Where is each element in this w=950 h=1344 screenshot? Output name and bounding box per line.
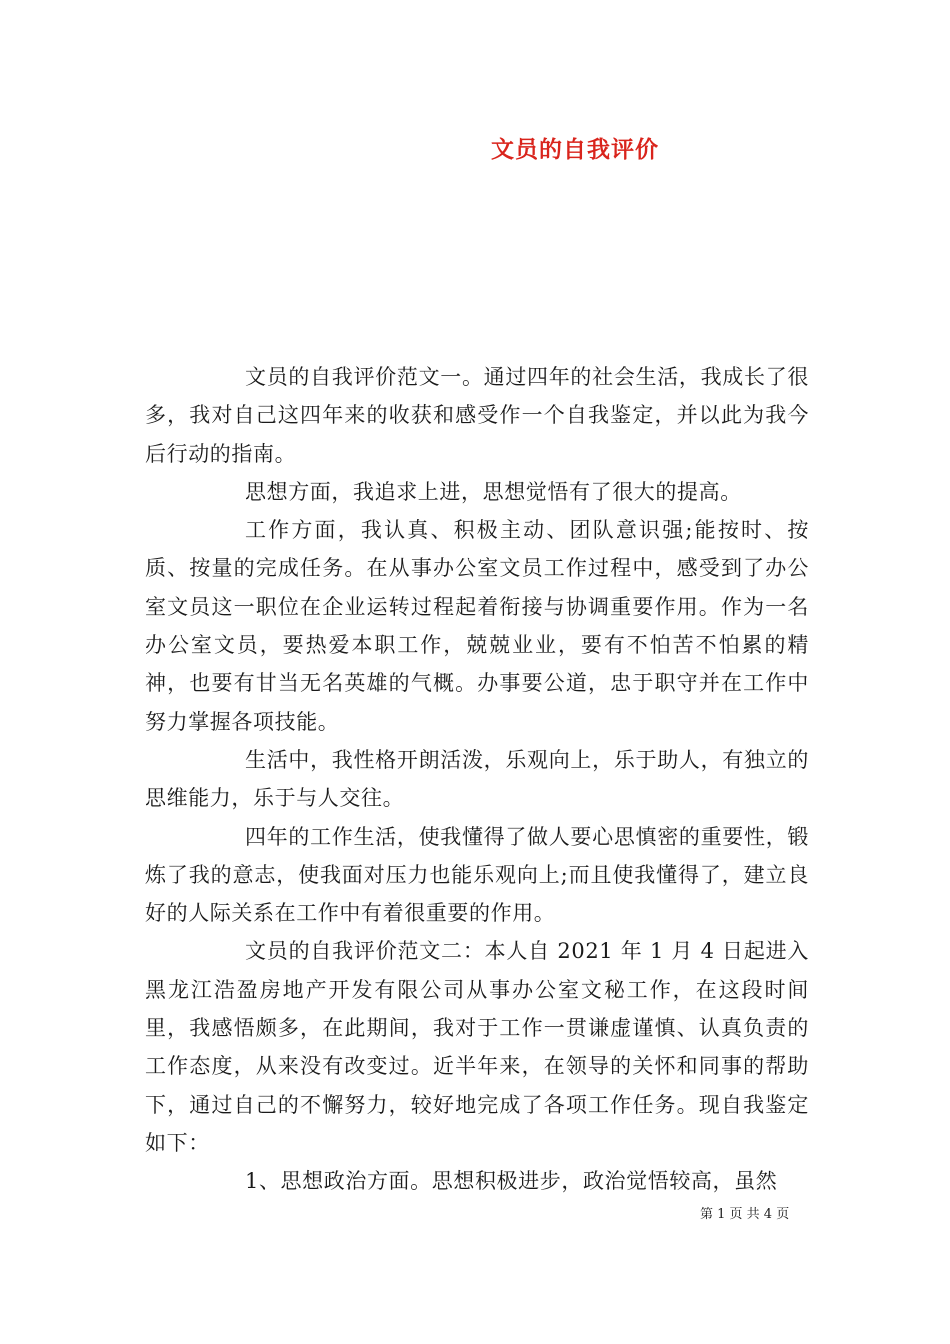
paragraph-life: 生活中，我性格开朗活泼，乐观向上，乐于助人，有独立的思维能力，乐于与人交往。 xyxy=(145,747,809,811)
paragraph-thought: 思想方面，我追求上进，思想觉悟有了很大的提高。 xyxy=(245,479,742,504)
paragraph-political: 1、思想政治方面。思想积极进步，政治觉悟较高，虽然 xyxy=(245,1169,778,1194)
document-title: 文员的自我评价 xyxy=(491,136,659,163)
paragraph-sample-two: 文员的自我评价范文二：本人自 2021 年 1 月 4 日起进入黑龙江浩盈房地产开发有限公司从事办公室文秘工作，在这段时间里，我感悟颇多，在此期间，我对于工作一贯谦虚谨慎、认真负责的工作态度，从来没有改变过。近半年来，在领导的关怀和同事的帮助下，通过自己的不懈努力，较好地完成了各项工作任务。现自我鉴定如下： xyxy=(145,939,809,1155)
page-number-footer: 第 1 页 共 4 页 xyxy=(700,1207,790,1222)
paragraph-summary: 四年的工作生活，使我懂得了做人要心思慎密的重要性，锻炼了我的意志，使我面对压力也能乐观向上;而且使我懂得了，建立良好的人际关系在工作中有着很重要的作用。 xyxy=(145,824,809,926)
paragraph-work: 工作方面，我认真、积极主动、团队意识强;能按时、按质、按量的完成任务。在从事办公室文员工作过程中，感受到了办公室文员这一职位在企业运转过程起着衔接与协调重要作用。作为一名办公室文员，要热爱本职工作，兢兢业业，要有不怕苦不怕累的精神，也要有甘当无名英雄的气概。办事要公道，忠于职守并在工作中努力掌握各项技能。 xyxy=(145,518,809,734)
paragraph-intro: 文员的自我评价范文一。通过四年的社会生活，我成长了很多，我对自己这四年来的收获和感受作一个自我鉴定，并以此为我今后行动的指南。 xyxy=(145,365,809,466)
document-body xyxy=(145,358,809,1201)
